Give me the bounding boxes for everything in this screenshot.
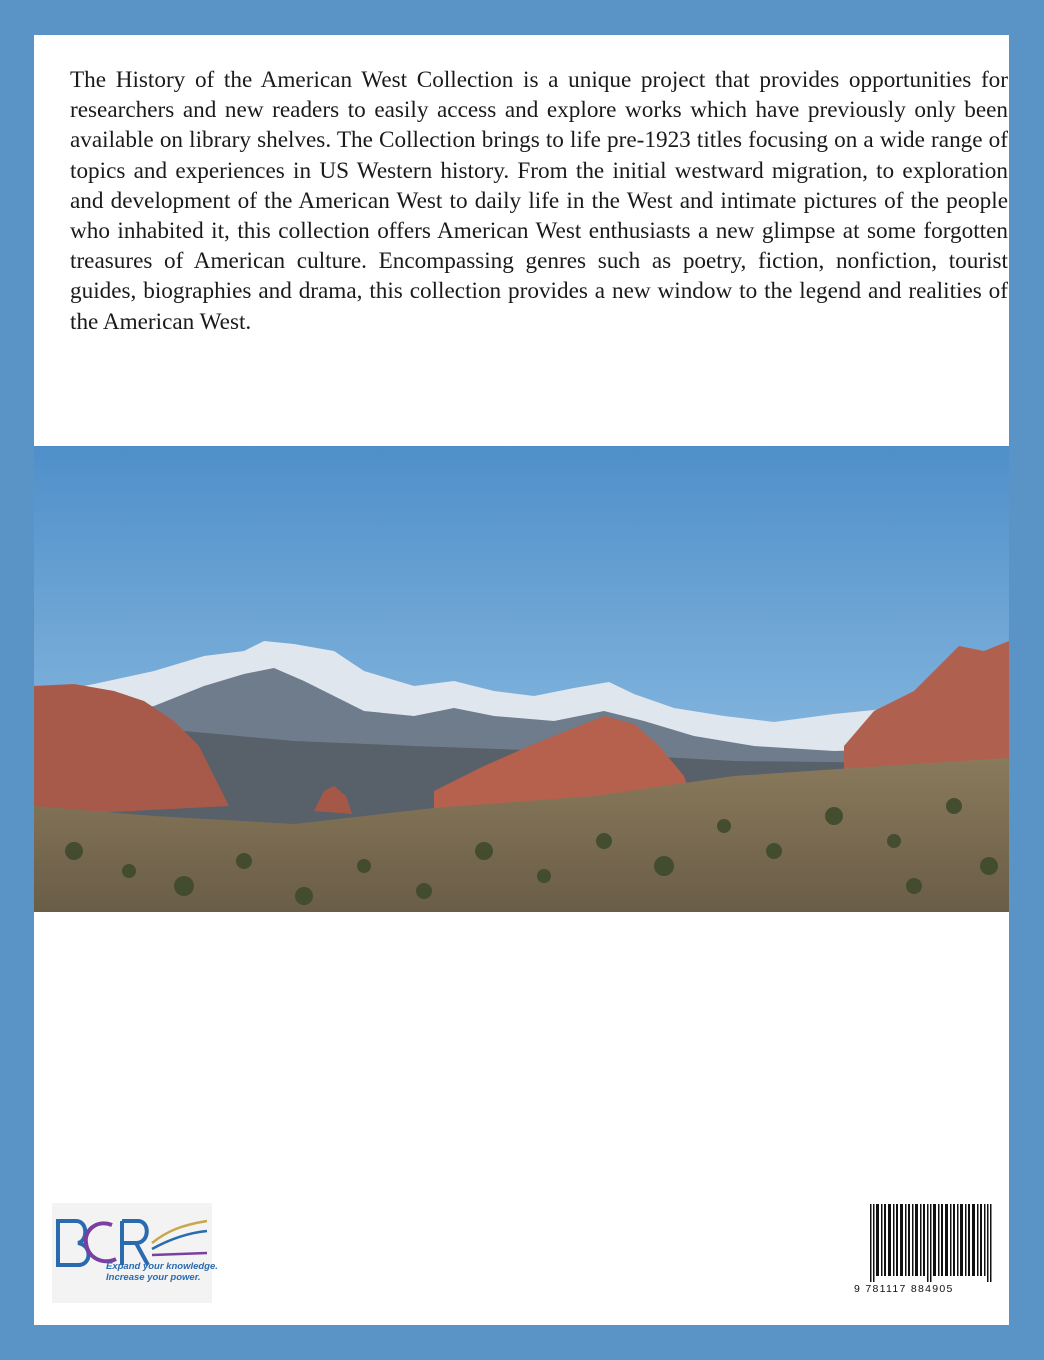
- collection-description: The History of the American West Collection is a unique project that provides opportunities for researchers and new readers to easily access and explore works which have previously only been available on library shelves. The Collection brings to life pre-1923 titles focusing on a wide range of topics and experiences in US Western history. From the initial westward migration, to exploration and development of the American West to daily life in the West and intimate pictures of the people who inhabited it, this collection offers American West enthusiasts a new glimpse at some forgotten treasures of American culture. Encompassing genres such as poetry, fiction, nonfiction, tourist guides, biographies and drama, this collection provides a new window to the legend and realities of the American West.: [70, 67, 1008, 335]
- publisher-tagline: [106, 1261, 218, 1283]
- publisher-logo: [52, 1203, 212, 1303]
- back-cover-page: [34, 35, 1009, 1325]
- tagline-line-2: Increase your power.: [106, 1272, 201, 1283]
- isbn-barcode: [852, 1197, 1009, 1317]
- publisher-logo-graphic: [52, 1203, 212, 1303]
- isbn-digits: 9 781117 884905: [854, 1283, 954, 1295]
- barcode-bars: [870, 1204, 994, 1282]
- tagline-line-1: Expand your knowledge.: [106, 1261, 218, 1272]
- mountain-landscape-photo: [34, 446, 1009, 912]
